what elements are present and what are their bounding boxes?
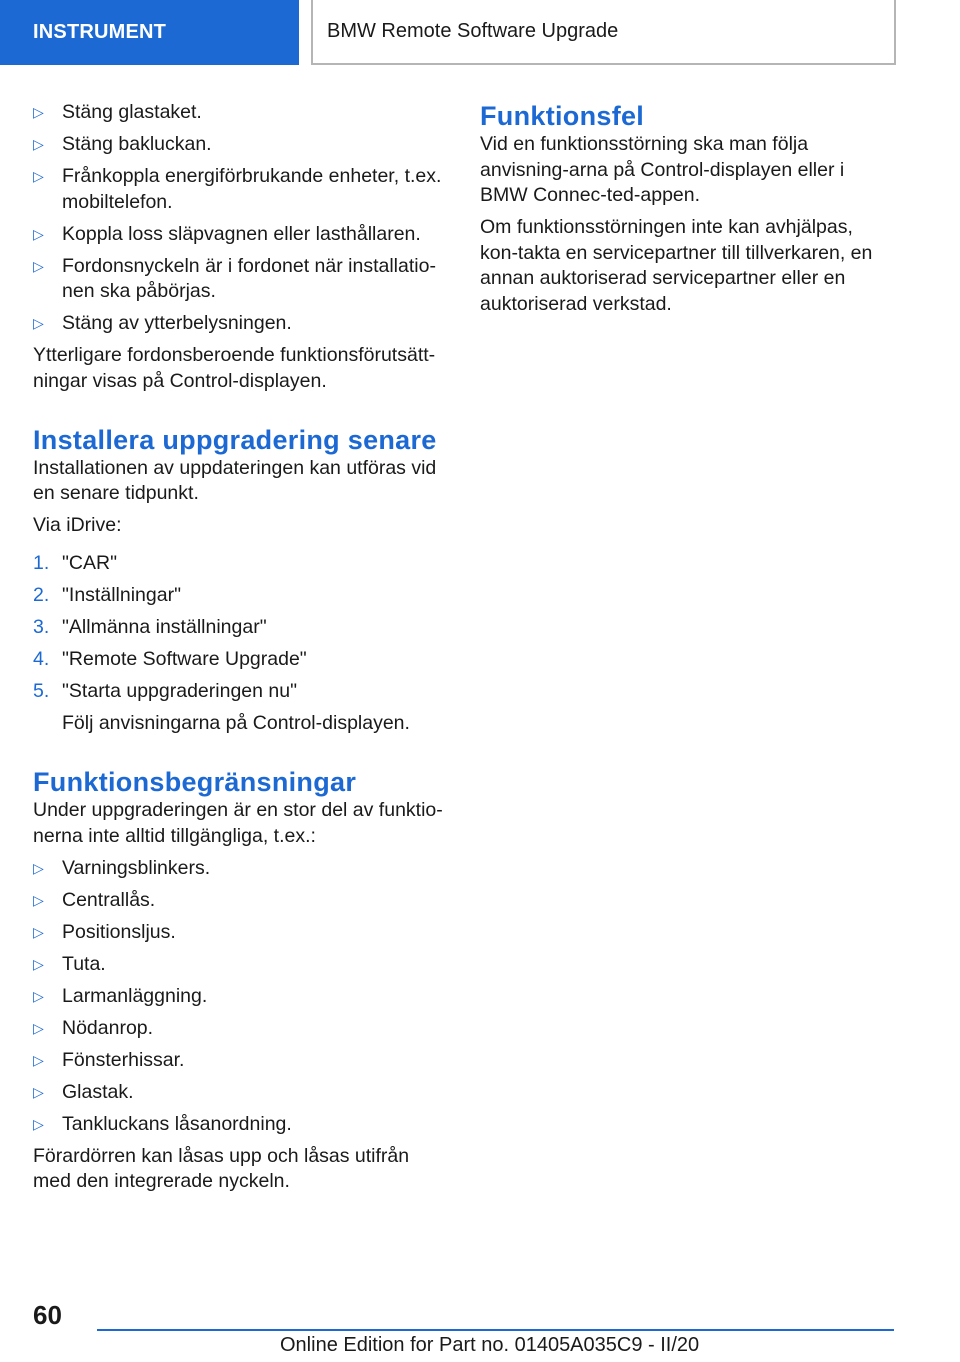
triangle-right-outline-icon: ▷ <box>33 923 44 940</box>
limited-functions-list <box>33 856 443 1138</box>
heading-install-later: Installera uppgradering senare <box>33 424 437 455</box>
via-idrive-label: Via iDrive: <box>33 514 122 536</box>
list-item: ▷ Glastak. <box>33 1080 443 1106</box>
footer-edition: Online Edition for Part no. 01405A035C9 - II/20 <box>280 1334 700 1356</box>
triangle-right-outline-icon: ▷ <box>33 257 44 274</box>
triangle-right-outline-icon: ▷ <box>33 859 44 876</box>
list-item: ▷ Centrallås. <box>33 888 443 914</box>
list-item: ▷ Tuta. <box>33 952 443 978</box>
idrive-steps-list <box>33 551 443 705</box>
step-item: 3. "Allmänna inställningar" <box>33 616 267 638</box>
limits-paragraph: Under uppgraderingen är en stor del av funktio‐nerna inte alltid tillgängliga, t.ex.: <box>33 799 443 847</box>
triangle-right-outline-icon: ▷ <box>33 136 44 152</box>
driver-door-paragraph: Förardörren kan låsas upp och låsas utifrån med den integrerade nyckeln. <box>33 1144 410 1192</box>
page-number: 60 <box>33 1300 62 1330</box>
list-item: ▷ Nödanrop. <box>33 1016 443 1042</box>
list-item: ▷ Fordonsnyckeln är i fordonet när installatio‐nen ska påbörjas. <box>33 254 436 302</box>
header-section-label: INSTRUMENT <box>33 21 167 43</box>
right-column <box>480 100 890 324</box>
header-title-box <box>311 0 896 65</box>
step-note: Följ anvisningarna på Control-displayen. <box>62 712 410 734</box>
left-column <box>33 100 443 1201</box>
footer-divider <box>97 1329 894 1331</box>
heading-malfunction: Funktionsfel <box>480 101 645 131</box>
triangle-right-outline-icon: ▷ <box>33 225 44 242</box>
triangle-right-outline-icon: ▷ <box>33 315 44 331</box>
preconditions-list <box>33 100 443 337</box>
list-item: ▷ Stäng av ytterbelysningen. <box>33 311 443 337</box>
triangle-right-outline-icon: ▷ <box>33 168 44 184</box>
triangle-right-outline-icon: ▷ <box>33 987 44 1004</box>
triangle-right-outline-icon: ▷ <box>33 1019 44 1036</box>
conditions-paragraph: Ytterligare fordonsberoende funktionsförutsätt‐ningar visas på Control-displayen. <box>33 344 436 392</box>
list-item: ▷ Koppla loss släpvagnen eller lasthållaren. <box>33 222 443 248</box>
header-title: BMW Remote Software Upgrade <box>327 20 619 42</box>
triangle-right-outline-icon: ▷ <box>33 1083 44 1100</box>
list-item: ▷ Varningsblinkers. <box>33 856 443 882</box>
triangle-right-outline-icon: ▷ <box>33 891 44 908</box>
list-item: ▷ Stäng bakluckan. <box>33 132 443 158</box>
triangle-right-outline-icon: ▷ <box>33 104 44 120</box>
step-item: 4. "Remote Software Upgrade" <box>33 648 307 670</box>
malfunction-paragraph-2: Om funktionsstörningen inte kan avhjälpas, kon‐takta en servicepartner till tillverkaren, en annan auktoriserad servicepartner eller en auktoriserad verkstad. <box>480 216 873 315</box>
malfunction-paragraph-1: Vid en funktionsstörning ska man följa anvisning‐arna på Control-displayen eller i BMW Connec‐ted-appen. <box>480 133 845 206</box>
heading-function-limits: Funktionsbegränsningar <box>33 767 357 797</box>
step-item: 5. "Starta uppgraderingen nu" <box>33 680 298 702</box>
list-item: ▷ Stäng glastaket. <box>33 100 443 126</box>
triangle-right-outline-icon: ▷ <box>33 955 44 972</box>
list-item: ▷ Tankluckans låsanordning. <box>33 1112 443 1138</box>
install-later-paragraph: Installationen av uppdateringen kan utföras vid en senare tidpunkt. <box>33 456 437 504</box>
step-item: 2. "Inställningar" <box>33 584 181 606</box>
triangle-right-outline-icon: ▷ <box>33 1051 44 1068</box>
header-section-tab <box>0 0 299 65</box>
list-item: ▷ Fönsterhissar. <box>33 1048 443 1074</box>
list-item: ▷ Frånkoppla energiförbrukande enheter, t.ex. mobiltelefon. <box>33 165 442 213</box>
list-item: ▷ Positionsljus. <box>33 920 443 946</box>
step-item: 1. "CAR" <box>33 552 118 574</box>
triangle-right-outline-icon: ▷ <box>33 1115 44 1132</box>
list-item: ▷ Larmanläggning. <box>33 984 443 1010</box>
